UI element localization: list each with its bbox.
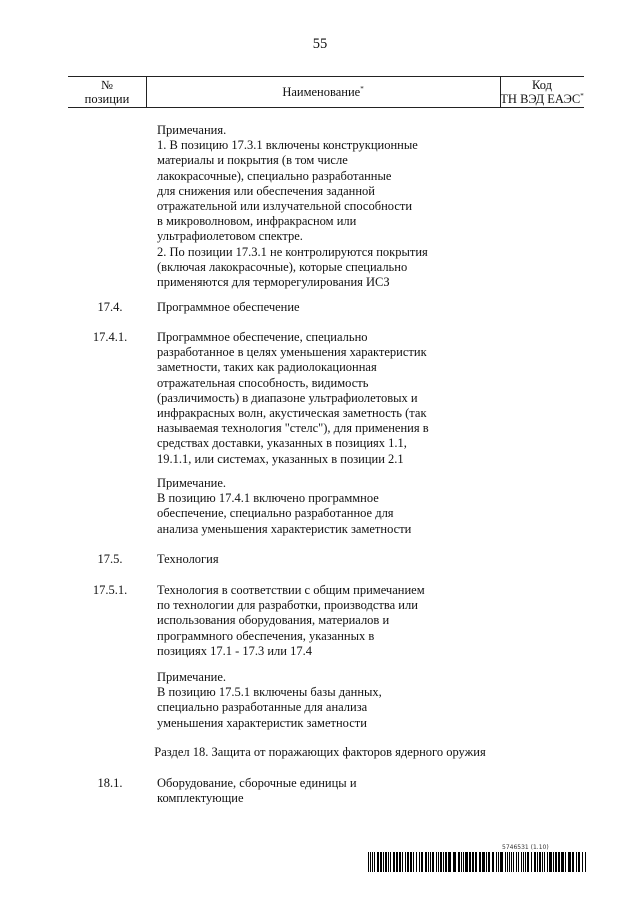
note-line: в микроволновом, инфракрасном или	[157, 214, 357, 229]
note-line: Примечание.	[157, 476, 227, 490]
item-line: позициях 17.1 - 17.3 или 17.4	[157, 643, 312, 658]
header-code-footnote-mark: *	[580, 91, 584, 100]
item-line: средствах доставки, указанных в позициях 1.1,	[157, 436, 407, 451]
item-line: разработанное в целях уменьшения характеристик	[157, 345, 427, 360]
item-line: комплектующие	[157, 791, 244, 806]
header-name-column	[146, 77, 501, 107]
header-position-label-1: №	[101, 78, 113, 92]
note-line: (включая лакокрасочные), которые специально	[157, 259, 408, 274]
item-line: Технология в соответствии с общим примечанием	[157, 583, 425, 597]
item-text-17-4	[157, 300, 300, 315]
item-line: 19.1.1, или системах, указанных в позиции 2.1	[157, 451, 404, 466]
note-line: ультрафиолетовом спектре.	[157, 229, 303, 244]
note-line: 2. По позиции 17.3.1 не контролируются покрытия	[157, 244, 428, 259]
note-line: специально разработанные для анализа	[157, 700, 368, 715]
item-line: Оборудование, сборочные единицы и	[157, 776, 357, 790]
item-text-17-5-1	[157, 583, 425, 659]
item-line: по технологии для разработки, производства или	[157, 598, 418, 613]
note-line: уменьшения характеристик заметности	[157, 715, 367, 730]
item-text-18-1	[157, 776, 357, 806]
note-line: В позицию 17.5.1 включены базы данных,	[157, 685, 382, 700]
note-17-4-1	[157, 476, 411, 537]
page-number: 55	[312, 36, 328, 52]
item-line: Программное обеспечение	[157, 300, 300, 314]
item-line: программного обеспечения, указанных в	[157, 628, 375, 643]
note-line: отражательной или излучательной способности	[157, 199, 413, 214]
note-line: В позицию 17.4.1 включено программное	[157, 491, 379, 506]
header-name-label: Наименование*	[282, 84, 364, 99]
item-line: (различимость) в диапазоне ультрафиолетовых и	[157, 390, 418, 405]
item-line: заметности, таких как радиолокационная	[157, 360, 377, 375]
section-18-title: Раздел 18. Защита от поражающих факторов ядерного оружия	[154, 745, 486, 759]
document-code: 5746531 (1.10)	[502, 844, 549, 851]
item-line: использования оборудования, материалов и	[157, 613, 390, 628]
item-line: Программное обеспечение, специально	[157, 330, 368, 344]
item-text-17-5	[157, 552, 219, 567]
header-position-column	[68, 77, 147, 107]
note-line: применяются для терморегулирования ИСЗ	[157, 275, 390, 290]
item-line: инфракрасных волн, акустическая заметность (так	[157, 406, 427, 421]
note-line: лакокрасочные), специально разработанные	[157, 168, 392, 183]
header-code-label-2: ТН ВЭД ЕАЭС*	[500, 91, 584, 106]
item-number-17-5-1: 17.5.1.	[92, 583, 128, 597]
barcode-image	[368, 852, 586, 872]
header-code-label-1: Код	[532, 78, 552, 92]
notes-17-3	[157, 123, 428, 290]
note-17-5-1	[157, 670, 382, 731]
header-position-label-2: позиции	[84, 92, 130, 106]
item-number-18-1: 18.1.	[97, 776, 123, 790]
item-line: называемая технология "стелс"), для применения в	[157, 421, 429, 436]
item-number-17-4: 17.4.	[97, 300, 123, 314]
note-line: обеспечение, специально разработанное для	[157, 506, 394, 521]
table-header	[68, 76, 584, 108]
note-line: для снижения или обеспечения заданной	[157, 183, 375, 198]
note-line: Примечания.	[157, 123, 227, 137]
item-text-17-4-1	[157, 330, 429, 467]
item-line: отражательная способность, видимость	[157, 375, 369, 390]
note-line: 1. В позицию 17.3.1 включены конструкционные	[157, 138, 418, 153]
header-name-footnote-mark: *	[360, 84, 364, 93]
note-line: материалы и покрытия (в том числе	[157, 153, 348, 168]
note-line: анализа уменьшения характеристик заметности	[157, 521, 412, 536]
note-line: Примечание.	[157, 670, 227, 684]
item-number-17-4-1: 17.4.1.	[92, 330, 128, 344]
item-number-17-5: 17.5.	[97, 552, 123, 566]
item-line: Технология	[157, 552, 219, 566]
header-code-column	[500, 77, 584, 107]
